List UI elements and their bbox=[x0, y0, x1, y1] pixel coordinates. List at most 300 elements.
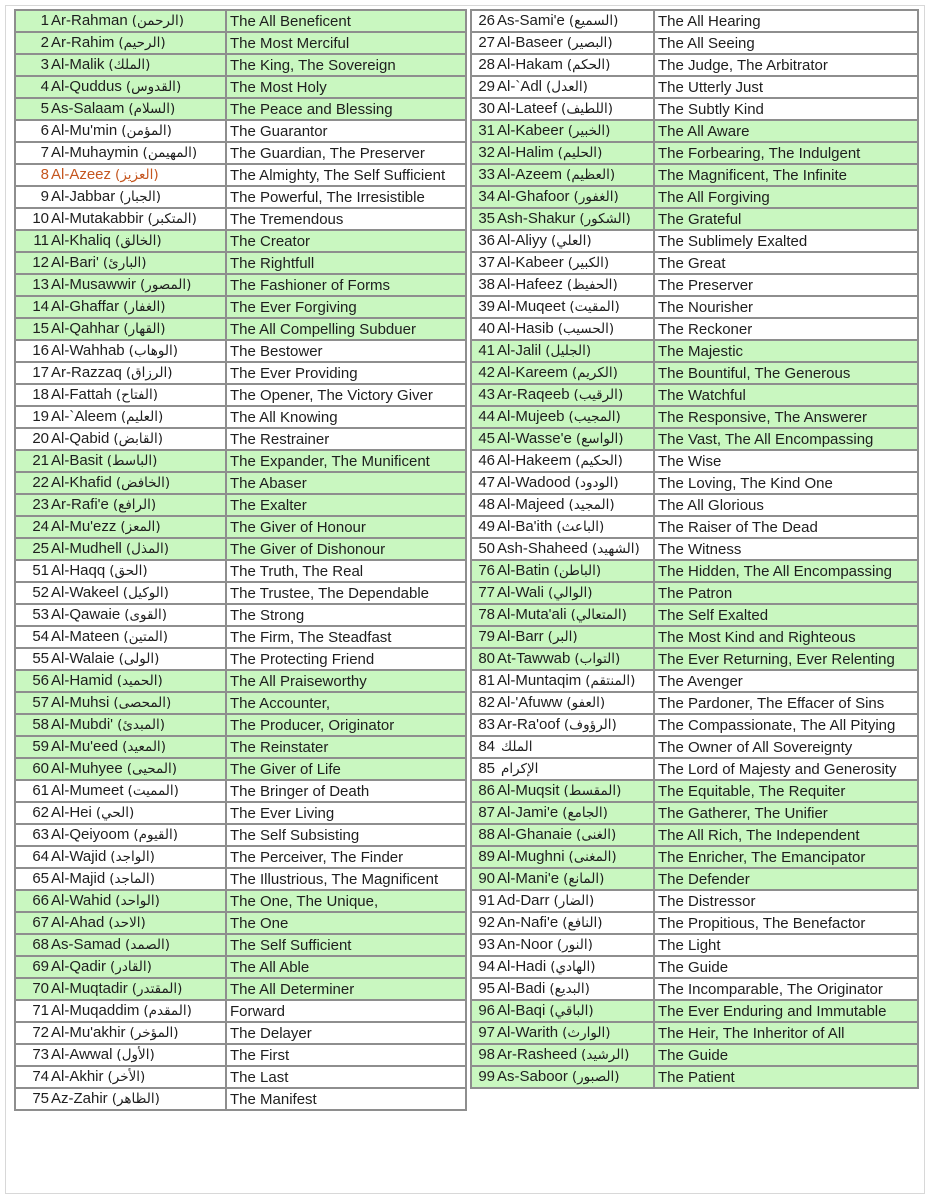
table-row bbox=[471, 1022, 918, 1044]
name-number: 81 bbox=[478, 672, 495, 689]
name-arabic: (الحليم) bbox=[557, 145, 603, 161]
name-number: 89 bbox=[478, 848, 495, 865]
name-arabic: (الرؤوف) bbox=[563, 717, 617, 733]
name-cell bbox=[471, 934, 654, 956]
table-row bbox=[15, 1066, 466, 1088]
name-transliteration: Ar-Rafi'e bbox=[51, 496, 109, 513]
name-arabic: (الرحمن) bbox=[131, 13, 185, 29]
table-row bbox=[471, 1044, 918, 1066]
name-cell bbox=[471, 230, 654, 252]
name-cell bbox=[15, 604, 226, 626]
name-transliteration: Al-Barr bbox=[497, 628, 544, 645]
meaning-cell: The Powerful, The Irresistible bbox=[226, 186, 466, 208]
name-transliteration: Al-Muhaymin bbox=[51, 144, 139, 161]
meaning-cell: The Producer, Originator bbox=[226, 714, 466, 736]
meaning-cell: The Compassionate, The All Pitying bbox=[654, 714, 918, 736]
name-cell bbox=[471, 252, 654, 274]
name-arabic: (القدوس) bbox=[125, 79, 182, 95]
name-arabic: (الواسع) bbox=[575, 431, 624, 447]
name-transliteration: Al-Warith bbox=[497, 1024, 559, 1041]
table-row bbox=[471, 450, 918, 472]
name-arabic: (المبدئ) bbox=[117, 717, 166, 733]
table-row bbox=[471, 340, 918, 362]
name-transliteration: Al-Mu'ezz bbox=[51, 518, 117, 535]
name-number: 49 bbox=[478, 518, 495, 535]
name-number: 99 bbox=[478, 1068, 495, 1085]
meaning-cell: The Utterly Just bbox=[654, 76, 918, 98]
name-cell bbox=[15, 560, 226, 582]
name-cell bbox=[15, 142, 226, 164]
name-cell bbox=[15, 582, 226, 604]
name-arabic: (الباقي) bbox=[549, 1003, 594, 1019]
name-arabic: (الهادي) bbox=[550, 959, 596, 975]
meaning-cell: The All Beneficent bbox=[226, 10, 466, 32]
table-row bbox=[471, 714, 918, 736]
name-transliteration: Al-Muqtadir bbox=[51, 980, 128, 997]
name-transliteration: An-Nafi'e bbox=[497, 914, 559, 931]
meaning-cell: The Self Subsisting bbox=[226, 824, 466, 846]
name-cell bbox=[15, 1066, 226, 1088]
name-transliteration: As-Saboor bbox=[497, 1068, 568, 1085]
name-transliteration: Al-Qeiyoom bbox=[51, 826, 130, 843]
name-transliteration: Al-Jami'e bbox=[497, 804, 559, 821]
name-number: 56 bbox=[32, 672, 49, 689]
name-number: 10 bbox=[32, 210, 49, 227]
table-row bbox=[15, 340, 466, 362]
name-transliteration: An-Noor bbox=[497, 936, 553, 953]
name-number: 28 bbox=[478, 56, 495, 73]
meaning-cell: The Preserver bbox=[654, 274, 918, 296]
name-transliteration: Ash-Shaheed bbox=[497, 540, 588, 557]
table-row bbox=[15, 274, 466, 296]
table-row bbox=[15, 230, 466, 252]
name-number: 95 bbox=[478, 980, 495, 997]
name-arabic: (المتين) bbox=[123, 629, 169, 645]
name-cell bbox=[471, 54, 654, 76]
name-cell bbox=[471, 76, 654, 98]
name-number: 13 bbox=[32, 276, 49, 293]
name-cell bbox=[471, 978, 654, 1000]
name-arabic: (الحميد) bbox=[116, 673, 163, 689]
name-cell bbox=[15, 956, 226, 978]
name-transliteration: Al-Wakeel bbox=[51, 584, 119, 601]
name-transliteration: Al-Halim bbox=[497, 144, 554, 161]
table-row bbox=[471, 516, 918, 538]
name-number: 39 bbox=[478, 298, 495, 315]
name-cell bbox=[15, 120, 226, 142]
name-cell bbox=[15, 384, 226, 406]
name-transliteration: Al-Khaliq bbox=[51, 232, 112, 249]
name-transliteration: Al-Azeem bbox=[497, 166, 563, 183]
name-number: 37 bbox=[478, 254, 495, 271]
name-arabic: (الوهاب) bbox=[128, 343, 178, 359]
name-arabic: (المقسط) bbox=[563, 783, 622, 799]
table-row bbox=[15, 1000, 466, 1022]
table-row bbox=[15, 626, 466, 648]
name-cell bbox=[15, 54, 226, 76]
table-row bbox=[471, 274, 918, 296]
name-arabic: (الحق) bbox=[109, 563, 148, 579]
meaning-cell: The Strong bbox=[226, 604, 466, 626]
name-cell bbox=[15, 670, 226, 692]
meaning-cell: The Delayer bbox=[226, 1022, 466, 1044]
table-row bbox=[15, 362, 466, 384]
table-row bbox=[471, 494, 918, 516]
name-number: 64 bbox=[32, 848, 49, 865]
meaning-cell: The Wise bbox=[654, 450, 918, 472]
name-number: 31 bbox=[478, 122, 495, 139]
name-cell bbox=[15, 10, 226, 32]
name-arabic: (المانع) bbox=[563, 871, 605, 887]
meaning-cell: The One bbox=[226, 912, 466, 934]
name-arabic: (الخافض) bbox=[115, 475, 171, 491]
name-cell bbox=[15, 736, 226, 758]
name-number: 79 bbox=[478, 628, 495, 645]
name-number: 21 bbox=[32, 452, 49, 469]
name-cell bbox=[15, 692, 226, 714]
name-cell bbox=[15, 868, 226, 890]
name-arabic: (الخبير) bbox=[567, 123, 611, 139]
meaning-cell: The All Forgiving bbox=[654, 186, 918, 208]
name-transliteration: Al-Mani'e bbox=[497, 870, 560, 887]
name-cell bbox=[471, 10, 654, 32]
name-cell bbox=[15, 824, 226, 846]
name-number: 7 bbox=[40, 144, 49, 161]
name-arabic: (الأول) bbox=[116, 1047, 155, 1063]
meaning-cell: The Expander, The Munificent bbox=[226, 450, 466, 472]
name-arabic: (المعيد) bbox=[122, 739, 166, 755]
table-row bbox=[471, 824, 918, 846]
table-row bbox=[471, 98, 918, 120]
name-arabic: (العلي) bbox=[551, 233, 592, 249]
name-cell bbox=[15, 780, 226, 802]
name-transliteration: Al-Majid bbox=[51, 870, 106, 887]
name-cell bbox=[15, 802, 226, 824]
name-number: 4 bbox=[40, 78, 49, 95]
name-number: 27 bbox=[478, 34, 495, 51]
name-number: 44 bbox=[478, 408, 495, 425]
names-table-right-body bbox=[471, 10, 918, 1088]
name-arabic: (الأخر) bbox=[107, 1069, 146, 1085]
name-number: 43 bbox=[478, 386, 495, 403]
meaning-cell: The All Glorious bbox=[654, 494, 918, 516]
name-transliteration: Al-Muhsi bbox=[51, 694, 110, 711]
name-cell bbox=[15, 318, 226, 340]
name-cell bbox=[471, 318, 654, 340]
name-cell bbox=[471, 450, 654, 472]
table-row bbox=[471, 1066, 918, 1088]
table-row bbox=[471, 230, 918, 252]
table-row bbox=[471, 54, 918, 76]
name-transliteration: Al-Hafeez bbox=[497, 276, 563, 293]
meaning-cell: The Protecting Friend bbox=[226, 648, 466, 670]
name-cell bbox=[471, 142, 654, 164]
name-number: 29 bbox=[478, 78, 495, 95]
name-transliteration: Al-Wali bbox=[497, 584, 544, 601]
name-transliteration: Al-Ghaffar bbox=[51, 298, 120, 315]
name-cell bbox=[471, 736, 654, 758]
name-number: 62 bbox=[32, 804, 49, 821]
name-transliteration: Al-Jabbar bbox=[51, 188, 116, 205]
name-cell bbox=[15, 934, 226, 956]
name-arabic: (الشهيد) bbox=[591, 541, 640, 557]
table-row bbox=[15, 10, 466, 32]
name-arabic: (المجيد) bbox=[568, 497, 615, 513]
table-row bbox=[15, 120, 466, 142]
name-cell bbox=[15, 626, 226, 648]
name-transliteration: As-Salaam bbox=[51, 100, 125, 117]
name-number: 9 bbox=[40, 188, 49, 205]
name-number: 17 bbox=[32, 364, 49, 381]
name-cell bbox=[15, 1088, 226, 1110]
name-cell bbox=[471, 32, 654, 54]
name-cell bbox=[15, 32, 226, 54]
name-arabic: (الصبور) bbox=[571, 1069, 620, 1085]
name-cell bbox=[471, 758, 654, 780]
names-table-left-body bbox=[15, 10, 466, 1110]
table-row bbox=[15, 780, 466, 802]
names-table-left bbox=[14, 9, 467, 1111]
table-row bbox=[471, 142, 918, 164]
name-arabic: (الملك) bbox=[108, 57, 151, 73]
name-number: 46 bbox=[478, 452, 495, 469]
name-transliteration: Al-Majeed bbox=[497, 496, 565, 513]
name-number: 38 bbox=[478, 276, 495, 293]
meaning-cell: The Incomparable, The Originator bbox=[654, 978, 918, 1000]
table-row bbox=[471, 406, 918, 428]
name-number: 11 bbox=[33, 232, 49, 249]
name-number: 73 bbox=[32, 1046, 49, 1063]
name-transliteration: Al-Hakeem bbox=[497, 452, 572, 469]
name-transliteration: Al-Hamid bbox=[51, 672, 113, 689]
name-transliteration: Al-Muhyee bbox=[51, 760, 123, 777]
name-number: 42 bbox=[478, 364, 495, 381]
name-cell bbox=[471, 1022, 654, 1044]
name-arabic: الإكرام bbox=[501, 761, 539, 777]
name-number: 80 bbox=[478, 650, 495, 667]
name-number: 70 bbox=[32, 980, 49, 997]
name-arabic: (الغفور) bbox=[573, 189, 619, 205]
name-cell bbox=[471, 824, 654, 846]
name-cell bbox=[471, 626, 654, 648]
meaning-cell: The Firm, The Steadfast bbox=[226, 626, 466, 648]
meaning-cell: The Illustrious, The Magnificent bbox=[226, 868, 466, 890]
name-cell bbox=[15, 450, 226, 472]
meaning-cell: The All Compelling Subduer bbox=[226, 318, 466, 340]
meaning-cell: The Reckoner bbox=[654, 318, 918, 340]
name-number: 23 bbox=[32, 496, 49, 513]
name-transliteration: Al-Awwal bbox=[51, 1046, 113, 1063]
name-transliteration: Al-Mujeeb bbox=[497, 408, 565, 425]
name-arabic: (السلام) bbox=[128, 101, 176, 117]
name-arabic: (المحصى) bbox=[113, 695, 172, 711]
name-transliteration: Al-Mudhell bbox=[51, 540, 122, 557]
name-number: 1 bbox=[40, 12, 49, 29]
name-transliteration: Ad-Darr bbox=[497, 892, 550, 909]
table-row bbox=[15, 692, 466, 714]
name-arabic: (الجامع) bbox=[562, 805, 608, 821]
meaning-cell: The Loving, The Kind One bbox=[654, 472, 918, 494]
meaning-cell: The Magnificent, The Infinite bbox=[654, 164, 918, 186]
name-arabic: (النور) bbox=[556, 937, 593, 953]
name-cell bbox=[15, 494, 226, 516]
name-number: 36 bbox=[478, 232, 495, 249]
name-transliteration: Al-Bari' bbox=[51, 254, 99, 271]
name-transliteration: Al-Ghanaie bbox=[497, 826, 573, 843]
meaning-cell: The Guarantor bbox=[226, 120, 466, 142]
name-cell bbox=[471, 604, 654, 626]
table-row bbox=[471, 560, 918, 582]
name-arabic: (البصير) bbox=[566, 35, 613, 51]
table-row bbox=[15, 428, 466, 450]
table-row bbox=[471, 802, 918, 824]
table-row bbox=[471, 692, 918, 714]
name-transliteration: Al-`Adl bbox=[497, 78, 543, 95]
name-arabic: (البديع) bbox=[549, 981, 590, 997]
name-number: 52 bbox=[32, 584, 49, 601]
name-transliteration: Al-Mubdi' bbox=[51, 716, 114, 733]
name-transliteration: Al-Qawaie bbox=[51, 606, 121, 623]
meaning-cell: The All Hearing bbox=[654, 10, 918, 32]
name-cell bbox=[471, 1000, 654, 1022]
table-row bbox=[471, 32, 918, 54]
meaning-cell: The Pardoner, The Effacer of Sins bbox=[654, 692, 918, 714]
name-transliteration: Al-Aliyy bbox=[497, 232, 548, 249]
meaning-cell: The Tremendous bbox=[226, 208, 466, 230]
meaning-cell: The Light bbox=[654, 934, 918, 956]
name-transliteration: Al-Kabeer bbox=[497, 254, 564, 271]
name-arabic: (الباسط) bbox=[106, 453, 158, 469]
table-row bbox=[471, 10, 918, 32]
name-cell bbox=[15, 230, 226, 252]
name-number: 59 bbox=[32, 738, 49, 755]
name-cell bbox=[15, 846, 226, 868]
name-arabic: (المميت) bbox=[127, 783, 179, 799]
name-number: 8 bbox=[40, 166, 49, 183]
name-arabic: (القيوم) bbox=[133, 827, 179, 843]
name-number: 19 bbox=[32, 408, 49, 425]
name-transliteration: Al-`Aleem bbox=[51, 408, 117, 425]
meaning-cell: The Great bbox=[654, 252, 918, 274]
name-number: 50 bbox=[478, 540, 495, 557]
meaning-cell: The Vast, The All Encompassing bbox=[654, 428, 918, 450]
name-transliteration: Al-Muntaqim bbox=[497, 672, 582, 689]
meaning-cell: The Most Merciful bbox=[226, 32, 466, 54]
name-cell bbox=[471, 956, 654, 978]
name-transliteration: Al-Ahad bbox=[51, 914, 105, 931]
table-row bbox=[15, 296, 466, 318]
table-row bbox=[471, 780, 918, 802]
name-transliteration: Al-Hasib bbox=[497, 320, 554, 337]
name-cell bbox=[15, 186, 226, 208]
name-arabic: (العزيز) bbox=[115, 167, 159, 183]
table-row bbox=[15, 516, 466, 538]
name-transliteration: Al-Ghafoor bbox=[497, 188, 570, 205]
name-cell bbox=[15, 208, 226, 230]
table-row bbox=[471, 120, 918, 142]
table-row bbox=[15, 560, 466, 582]
meaning-cell: The Propitious, The Benefactor bbox=[654, 912, 918, 934]
name-number: 25 bbox=[32, 540, 49, 557]
table-row bbox=[15, 802, 466, 824]
name-cell bbox=[471, 384, 654, 406]
name-cell bbox=[15, 340, 226, 362]
table-row bbox=[15, 912, 466, 934]
name-number: 85 bbox=[478, 760, 495, 777]
meaning-cell: Forward bbox=[226, 1000, 466, 1022]
name-cell bbox=[15, 1022, 226, 1044]
name-arabic: (القادر) bbox=[110, 959, 152, 975]
name-cell bbox=[15, 978, 226, 1000]
table-row bbox=[471, 912, 918, 934]
name-transliteration: Al-Wahid bbox=[51, 892, 112, 909]
meaning-cell: The Truth, The Real bbox=[226, 560, 466, 582]
name-arabic: (الواحد) bbox=[115, 893, 160, 909]
name-cell bbox=[15, 406, 226, 428]
name-cell bbox=[471, 912, 654, 934]
name-arabic: (القهار) bbox=[123, 321, 166, 337]
name-number: 67 bbox=[32, 914, 49, 931]
meaning-cell: The Avenger bbox=[654, 670, 918, 692]
name-arabic: (الخالق) bbox=[115, 233, 162, 249]
meaning-cell: The First bbox=[226, 1044, 466, 1066]
name-number: 18 bbox=[32, 386, 49, 403]
name-arabic: (الغفار) bbox=[123, 299, 166, 315]
name-number: 2 bbox=[40, 34, 49, 51]
table-row bbox=[15, 1088, 466, 1110]
name-arabic: (الضار) bbox=[553, 893, 595, 909]
name-arabic: (الرزاق) bbox=[125, 365, 173, 381]
name-cell bbox=[471, 780, 654, 802]
name-arabic: (المقتدر) bbox=[131, 981, 183, 997]
meaning-cell: The Peace and Blessing bbox=[226, 98, 466, 120]
meaning-cell: The Defender bbox=[654, 868, 918, 890]
meaning-cell: The Hidden, The All Encompassing bbox=[654, 560, 918, 582]
name-cell bbox=[471, 582, 654, 604]
table-row bbox=[15, 186, 466, 208]
name-number: 55 bbox=[32, 650, 49, 667]
name-number: 35 bbox=[478, 210, 495, 227]
table-row bbox=[471, 384, 918, 406]
name-arabic: (القوى) bbox=[124, 607, 167, 623]
meaning-cell: The King, The Sovereign bbox=[226, 54, 466, 76]
meaning-cell: The All Knowing bbox=[226, 406, 466, 428]
name-transliteration: Ar-Razzaq bbox=[51, 364, 122, 381]
table-row bbox=[471, 318, 918, 340]
meaning-cell: The Lord of Majesty and Generosity bbox=[654, 758, 918, 780]
meaning-cell: The Most Kind and Righteous bbox=[654, 626, 918, 648]
table-row bbox=[15, 890, 466, 912]
name-cell bbox=[471, 296, 654, 318]
name-transliteration: Al-Qabid bbox=[51, 430, 110, 447]
meaning-cell: The Patient bbox=[654, 1066, 918, 1088]
name-transliteration: Al-Hadi bbox=[497, 958, 547, 975]
name-number: 97 bbox=[478, 1024, 495, 1041]
meaning-cell: The Ever Forgiving bbox=[226, 296, 466, 318]
name-number: 24 bbox=[32, 518, 49, 535]
table-row bbox=[471, 428, 918, 450]
name-arabic: (المجيب) bbox=[568, 409, 621, 425]
name-cell bbox=[471, 362, 654, 384]
name-transliteration: Al-Haqq bbox=[51, 562, 106, 579]
table-row bbox=[15, 934, 466, 956]
name-cell bbox=[15, 76, 226, 98]
name-arabic: (الباطن) bbox=[553, 563, 602, 579]
meaning-cell: The Gatherer, The Unifier bbox=[654, 802, 918, 824]
name-cell bbox=[471, 1044, 654, 1066]
name-arabic: (الرشيد) bbox=[581, 1047, 630, 1063]
name-cell bbox=[15, 1044, 226, 1066]
